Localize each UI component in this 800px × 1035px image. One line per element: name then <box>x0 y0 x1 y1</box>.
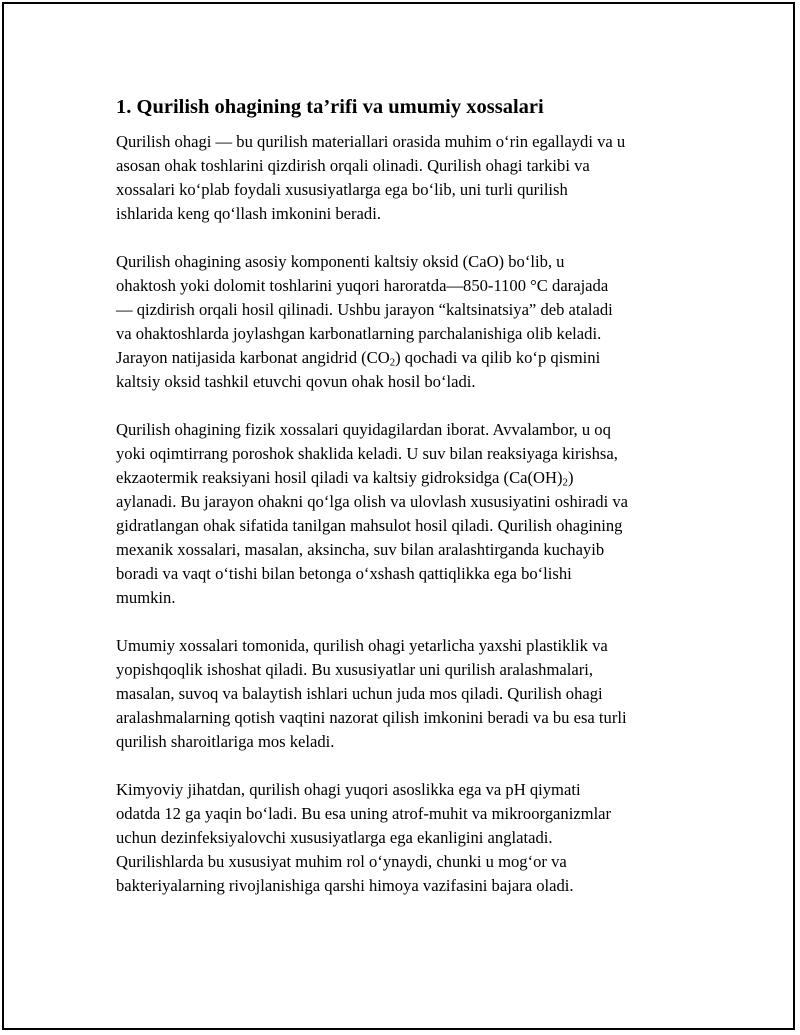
text-line: uchun dezinfeksiyalovchi xususiyatlarga ega ekanligini anglatadi. <box>116 828 553 847</box>
text-line: yopishqoqlik ishoshat qiladi. Bu xususiyatlar uni qurilish aralashmalari, <box>116 660 594 679</box>
text-line: Qurilish ohagining asosiy komponenti kaltsiy oksid (CaO) bo‘lib, u <box>116 252 565 271</box>
text-line: Qurilishlarda bu xususiyat muhim rol o‘ynaydi, chunki u mog‘or va <box>116 852 567 871</box>
text-fragment: ) qochadi va qilib ko‘p qismini <box>395 348 601 367</box>
text-line: aralashmalarning qotish vaqtini nazorat qilish imkonini beradi va bu esa turli <box>116 708 627 727</box>
text-line: asosan ohak toshlarini qizdirish orqali olinadi. Qurilish ohagi tarkibi va <box>116 156 590 175</box>
text-line: aylanadi. Bu jarayon ohakni qo‘lga olish va ulovlash xususiyatini oshiradi va <box>116 492 629 511</box>
text-line: qurilish sharoitlariga mos keladi. <box>116 732 335 751</box>
text-line-with-formula <box>116 346 692 370</box>
text-line: va ohaktoshlarda joylashgan karbonatlarning parchalanishiga olib keladi. <box>116 324 602 343</box>
text-line: xossalari ko‘plab foydali xususiyatlarga ega bo‘lib, uni turli qurilish <box>116 180 568 199</box>
text-line: Umumiy xossalari tomonida, qurilish ohagi yetarlicha yaxshi plastiklik va <box>116 636 608 655</box>
text-line: odatda 12 ga yaqin bo‘ladi. Bu esa uning atrof-muhit va mikroorganizmlar <box>116 804 612 823</box>
text-line: bakteriyalarning rivojlanishiga qarshi himoya vazifasini bajara oladi. <box>116 876 574 895</box>
paragraph-chemical-properties <box>116 778 692 898</box>
text-line: — qizdirish orqali hosil qilinadi. Ushbu jarayon “kaltsinatsiya” deb ataladi <box>116 300 613 319</box>
text-line-with-formula <box>116 466 692 490</box>
text-line: ishlarida keng qo‘llash imkonini beradi. <box>116 204 381 223</box>
text-fragment: ekzaotermik reaksiyani hosil qiladi va kaltsiy gidroksidga (Ca(OH) <box>116 468 563 487</box>
subscript: 2 <box>389 356 396 369</box>
paragraph-physical-properties <box>116 418 692 610</box>
text-line: gidratlangan ohak sifatida tanilgan mahsulot hosil qiladi. Qurilish ohagining <box>116 516 623 535</box>
text-line: yoki oqimtirrang poroshok shaklida keladi. U suv bilan reaksiyaga kirishsa, <box>116 444 618 463</box>
section-title: 1. Qurilish ohagining ta’rifi va umumiy xossalari <box>116 96 544 118</box>
text-fragment: ) <box>567 468 574 487</box>
text-line: Kimyoviy jihatdan, qurilish ohagi yuqori asoslikka ega va pH qiymati <box>116 780 581 799</box>
paragraph-general-properties <box>116 634 692 754</box>
text-line: ohaktosh yoki dolomit toshlarini yuqori haroratda—850-1100 °C darajada <box>116 276 609 295</box>
text-line: boradi va vaqt o‘tishi bilan betonga o‘xshash qattiqlikka ega bo‘lishi <box>116 564 572 583</box>
text-line: mumkin. <box>116 588 176 607</box>
text-line: Qurilish ohagi — bu qurilish materiallari orasida muhim o‘rin egallaydi va u <box>116 132 626 151</box>
text-line: masalan, suvoq va balaytish ishlari uchun juda mos qiladi. Qurilish ohagi <box>116 684 603 703</box>
subscript: 2 <box>562 476 568 489</box>
text-line: Qurilish ohagining fizik xossalari quyidagilardan iborat. Avvalambor, u oq <box>116 420 611 439</box>
text-line: kaltsiy oksid tashkil etuvchi qovun ohak hosil bo‘ladi. <box>116 372 476 391</box>
document-body <box>116 93 692 922</box>
text-line: mexanik xossalari, masalan, aksincha, suv bilan aralashtirganda kuchayib <box>116 540 605 559</box>
paragraph-composition <box>116 250 692 394</box>
paragraph-definition <box>116 130 692 226</box>
text-fragment: Jarayon natijasida karbonat angidrid (CO <box>116 348 390 367</box>
